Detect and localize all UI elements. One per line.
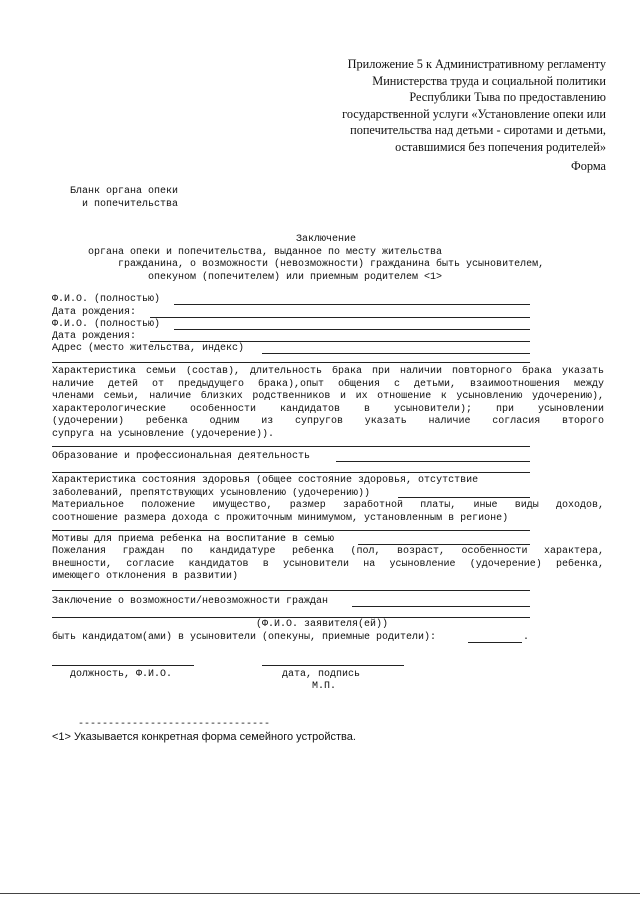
wishes bbox=[52, 546, 604, 584]
blank-line: Бланк органа опеки bbox=[70, 186, 179, 197]
dob-label: Дата рождения: bbox=[52, 307, 137, 318]
material-situation bbox=[52, 500, 604, 525]
dob-input-line-2[interactable] bbox=[150, 341, 530, 342]
blank-line: и попечительства bbox=[76, 198, 179, 210]
position-input-line[interactable] bbox=[52, 665, 194, 666]
family-line: характерологические особенности кандидатов в усыновители); при усыновлении bbox=[52, 403, 604, 415]
fio-field-1 bbox=[52, 294, 160, 307]
family-input-line[interactable] bbox=[52, 446, 530, 447]
address-label: Адрес (место жительства, индекс) bbox=[52, 343, 245, 354]
authority-blank bbox=[70, 186, 178, 211]
family-line: супруга на усыновление (удочерение)). bbox=[52, 428, 275, 440]
applicant-caption: (Ф.И.О. заявителя(ей)) bbox=[256, 619, 389, 630]
fio-input-line-1[interactable] bbox=[174, 304, 530, 305]
dob-field-1 bbox=[52, 307, 136, 320]
conclusion-field bbox=[52, 596, 328, 609]
appendix-line: попечительства над детьми - сиротами и детьми, bbox=[350, 123, 606, 137]
appendix-line: Приложение 5 к Административному регламенту bbox=[347, 57, 606, 71]
appendix-line: Республики Тыва по предоставлению bbox=[409, 90, 606, 104]
education-input-line[interactable] bbox=[336, 461, 530, 462]
family-line: Характеристика семьи (состав), длительность брака при наличии повторного брака указать bbox=[52, 366, 604, 377]
position-caption: должность, Ф.И.О. bbox=[70, 669, 173, 680]
address-input-line-2[interactable] bbox=[52, 362, 530, 363]
fio-field-2 bbox=[52, 319, 160, 332]
family-line: (удочерении) ребенка одним из супругов указать наличие согласия второго bbox=[52, 416, 604, 427]
dob-field-2 bbox=[52, 331, 136, 344]
material-line: соотношение размера дохода с прожиточным минимумом, установленным в регионе) bbox=[52, 512, 509, 524]
title-line: опекуном (попечителем) или приемным родителем <1> bbox=[148, 271, 443, 283]
appendix-header bbox=[276, 56, 606, 155]
motives-label: Мотивы для приема ребенка на воспитание в семью bbox=[52, 534, 335, 545]
wishes-line: внешности, согласие кандидатов в усыновители на усыновление (удочерение) ребенка, bbox=[52, 558, 604, 570]
footnote-text: <1> Указывается конкретная форма семейного устройства. bbox=[52, 731, 356, 743]
health-line: Характеристика состояния здоровья (общее состояние здоровья, отсутствие bbox=[52, 475, 479, 486]
candidate-input-line[interactable] bbox=[468, 642, 522, 643]
conclusion-label: Заключение о возможности/невозможности граждан bbox=[52, 596, 329, 607]
appendix-line: оставшимися без попечения родителей» bbox=[395, 139, 606, 154]
candidate-field bbox=[52, 632, 436, 645]
page-bottom-rule bbox=[0, 893, 640, 894]
family-line: наличие детей от предыдущего брака),опыт общения с детьми, взаимоотношения между bbox=[52, 378, 604, 390]
material-input-line[interactable] bbox=[52, 530, 530, 531]
wishes-line: имеющего отклонения в развитии) bbox=[52, 571, 239, 582]
candidate-label: быть кандидатом(ами) в усыновители (опекуны, приемные родители): bbox=[52, 632, 437, 643]
dob-label: Дата рождения: bbox=[52, 331, 137, 342]
motives-field bbox=[52, 534, 334, 547]
fio-input-line-2[interactable] bbox=[174, 329, 530, 330]
title-heading: Заключение bbox=[296, 234, 357, 245]
signature-input-line[interactable] bbox=[262, 665, 404, 666]
title-line: гражданина, о возможности (невозможности) гражданина быть усыновителем, bbox=[118, 259, 545, 270]
health-input-line[interactable] bbox=[398, 497, 530, 498]
address-input-line[interactable] bbox=[262, 353, 530, 354]
wishes-input-line[interactable] bbox=[52, 590, 530, 591]
family-line: членами семьи, наличие близких родственников и их отношение к усыновлению удочерению), bbox=[52, 391, 604, 402]
motives-input-line[interactable] bbox=[358, 544, 530, 545]
wishes-line: Пожелания граждан по кандидатуре ребенка (пол, возраст, особенности характера, bbox=[52, 546, 604, 557]
conclusion-input-line[interactable] bbox=[352, 606, 530, 607]
fio-label: Ф.И.О. (полностью) bbox=[52, 294, 161, 305]
material-line: Материальное положение имущество, размер заработной платы, иные виды доходов, bbox=[52, 500, 604, 511]
form-label: Форма bbox=[571, 159, 606, 173]
appendix-line: государственной услуги «Установление опеки или bbox=[342, 106, 606, 121]
dob-input-line-1[interactable] bbox=[150, 317, 530, 318]
applicant-input-line[interactable] bbox=[52, 617, 530, 618]
stamp-caption: М.П. bbox=[312, 681, 337, 692]
fio-label: Ф.И.О. (полностью) bbox=[52, 319, 161, 330]
family-characteristics bbox=[52, 366, 604, 441]
education-field bbox=[52, 451, 310, 464]
title-line: органа опеки и попечительства, выданное по месту жительства bbox=[88, 246, 443, 258]
candidate-period: . bbox=[523, 632, 530, 643]
health-line: заболеваний, препятствующих усыновлению (удочерению)) bbox=[52, 487, 371, 499]
education-input-line-2[interactable] bbox=[52, 472, 530, 473]
document-title bbox=[40, 234, 640, 284]
education-label: Образование и профессиональная деятельность bbox=[52, 451, 311, 462]
date-signature-caption: дата, подпись bbox=[282, 669, 361, 680]
appendix-line: Министерства труда и социальной политики bbox=[372, 73, 606, 88]
address-field bbox=[52, 343, 244, 356]
footnote-separator: -------------------------------- bbox=[78, 719, 271, 730]
